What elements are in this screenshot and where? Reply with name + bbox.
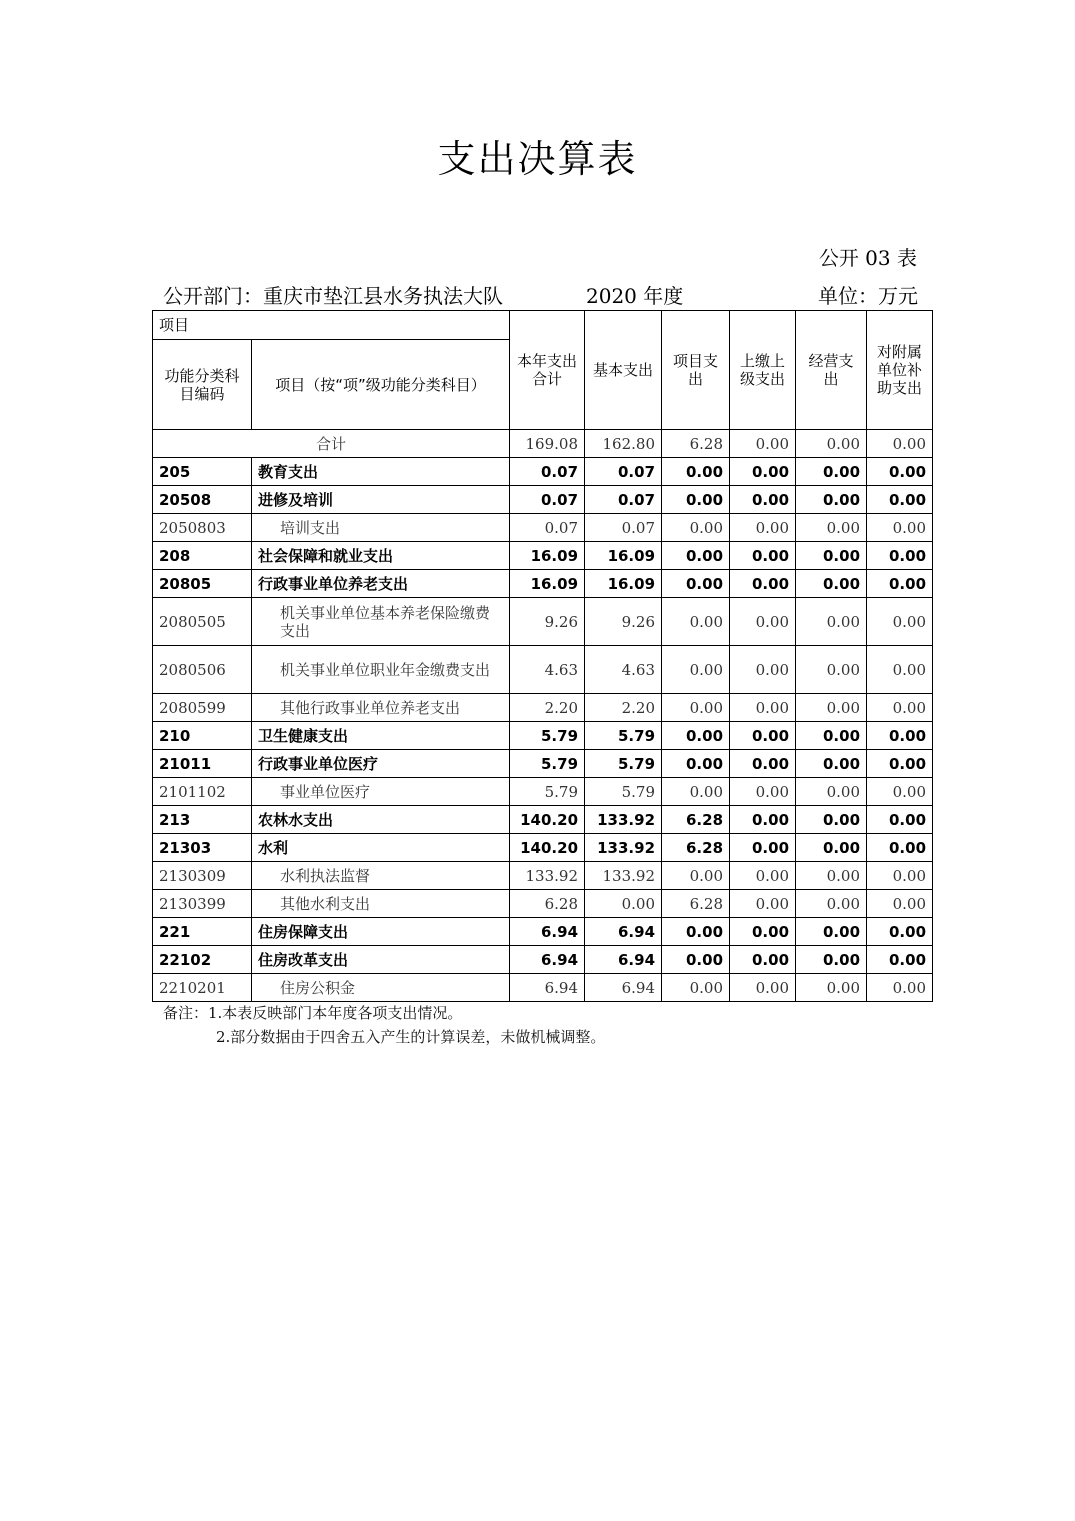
row-name: 教育支出 xyxy=(252,458,510,486)
row-value: 6.28 xyxy=(662,890,730,918)
row-value: 0.00 xyxy=(796,890,867,918)
row-value: 9.26 xyxy=(585,598,662,646)
row-value: 0.00 xyxy=(867,646,933,694)
row-value: 0.07 xyxy=(585,486,662,514)
row-value: 133.92 xyxy=(585,862,662,890)
row-value: 6.94 xyxy=(585,974,662,1002)
row-value: 2.20 xyxy=(585,694,662,722)
row-value: 16.09 xyxy=(585,542,662,570)
total-label: 合计 xyxy=(153,430,510,458)
row-value: 5.79 xyxy=(585,750,662,778)
row-name: 行政事业单位医疗 xyxy=(252,750,510,778)
row-value: 0.00 xyxy=(867,514,933,542)
row-value: 0.00 xyxy=(730,722,796,750)
row-value: 0.00 xyxy=(867,598,933,646)
row-value: 0.00 xyxy=(662,862,730,890)
row-value: 5.79 xyxy=(510,750,585,778)
row-value: 133.92 xyxy=(585,834,662,862)
row-code: 2080599 xyxy=(153,694,252,722)
row-value: 4.63 xyxy=(510,646,585,694)
row-value: 0.00 xyxy=(730,890,796,918)
row-value: 0.00 xyxy=(796,598,867,646)
row-value: 0.00 xyxy=(730,778,796,806)
row-name: 水利 xyxy=(252,834,510,862)
row-value: 133.92 xyxy=(585,806,662,834)
table-row xyxy=(153,542,933,570)
row-name: 行政事业单位养老支出 xyxy=(252,570,510,598)
table-row xyxy=(153,890,933,918)
row-value: 0.00 xyxy=(867,694,933,722)
row-value: 0.00 xyxy=(867,974,933,1002)
row-value: 0.00 xyxy=(662,778,730,806)
row-value: 4.63 xyxy=(585,646,662,694)
row-value: 0.00 xyxy=(730,834,796,862)
row-value: 5.79 xyxy=(585,778,662,806)
row-value: 0.00 xyxy=(662,458,730,486)
footnote: 备注：1.本表反映部门本年度各项支出情况。 xyxy=(163,1004,463,1022)
row-value: 0.00 xyxy=(730,806,796,834)
table-row xyxy=(153,694,933,722)
header-item-name: 项目（按“项”级功能分类科目） xyxy=(252,340,510,430)
row-value: 0.00 xyxy=(867,458,933,486)
table-row xyxy=(153,946,933,974)
row-value: 0.00 xyxy=(662,918,730,946)
row-value: 0.00 xyxy=(730,570,796,598)
table-row xyxy=(153,918,933,946)
row-name: 住房公积金 xyxy=(252,974,510,1002)
row-value: 0.07 xyxy=(510,458,585,486)
row-code: 2101102 xyxy=(153,778,252,806)
header-business: 经营支出 xyxy=(796,311,867,430)
total-row xyxy=(153,430,933,458)
row-value: 0.00 xyxy=(867,778,933,806)
row-value: 9.26 xyxy=(510,598,585,646)
row-value: 0.00 xyxy=(730,946,796,974)
row-value: 140.20 xyxy=(510,834,585,862)
row-value: 0.00 xyxy=(796,514,867,542)
table-row xyxy=(153,598,933,646)
row-value: 0.07 xyxy=(510,486,585,514)
row-value: 0.00 xyxy=(796,834,867,862)
row-value: 0.00 xyxy=(796,486,867,514)
row-value: 0.00 xyxy=(796,974,867,1002)
total-value: 0.00 xyxy=(796,430,867,458)
table-row xyxy=(153,646,933,694)
row-value: 0.00 xyxy=(867,946,933,974)
row-name: 农林水支出 xyxy=(252,806,510,834)
row-value: 0.00 xyxy=(867,890,933,918)
row-value: 6.94 xyxy=(510,946,585,974)
table-row xyxy=(153,458,933,486)
row-code: 20508 xyxy=(153,486,252,514)
row-value: 6.94 xyxy=(510,974,585,1002)
row-value: 0.00 xyxy=(867,834,933,862)
row-value: 2.20 xyxy=(510,694,585,722)
row-value: 6.28 xyxy=(662,834,730,862)
row-value: 0.00 xyxy=(662,646,730,694)
row-value: 0.00 xyxy=(662,570,730,598)
row-value: 0.00 xyxy=(796,778,867,806)
total-value: 169.08 xyxy=(510,430,585,458)
row-value: 16.09 xyxy=(510,570,585,598)
row-value: 0.00 xyxy=(585,890,662,918)
row-code: 2130309 xyxy=(153,862,252,890)
total-value: 0.00 xyxy=(730,430,796,458)
row-value: 0.00 xyxy=(867,750,933,778)
row-name: 社会保障和就业支出 xyxy=(252,542,510,570)
row-value: 6.94 xyxy=(585,918,662,946)
row-code: 221 xyxy=(153,918,252,946)
row-value: 0.00 xyxy=(662,946,730,974)
table-meta xyxy=(163,280,918,308)
row-value: 0.00 xyxy=(796,694,867,722)
row-value: 0.00 xyxy=(796,946,867,974)
row-value: 0.00 xyxy=(662,750,730,778)
row-value: 133.92 xyxy=(510,862,585,890)
total-value: 6.28 xyxy=(662,430,730,458)
row-code: 208 xyxy=(153,542,252,570)
row-value: 0.00 xyxy=(796,542,867,570)
row-value: 0.00 xyxy=(730,750,796,778)
row-name: 机关事业单位职业年金缴费支出 xyxy=(252,646,510,694)
row-value: 0.00 xyxy=(796,570,867,598)
row-value: 0.00 xyxy=(730,542,796,570)
page-title: 支出决算表 xyxy=(437,137,638,181)
row-value: 16.09 xyxy=(585,570,662,598)
row-value: 0.00 xyxy=(867,542,933,570)
row-value: 0.00 xyxy=(730,598,796,646)
table-row xyxy=(153,514,933,542)
header-project: 项目 xyxy=(153,311,510,340)
table-row xyxy=(153,750,933,778)
unit-label: 单位：万元 xyxy=(818,284,918,308)
row-value: 0.00 xyxy=(662,974,730,1002)
row-value: 0.00 xyxy=(730,646,796,694)
row-name: 其他水利支出 xyxy=(252,890,510,918)
table-row xyxy=(153,570,933,598)
row-value: 0.00 xyxy=(796,750,867,778)
row-code: 21303 xyxy=(153,834,252,862)
row-code: 20805 xyxy=(153,570,252,598)
header-total: 本年支出合计 xyxy=(510,311,585,430)
row-value: 0.07 xyxy=(585,514,662,542)
table-row xyxy=(153,486,933,514)
row-code: 210 xyxy=(153,722,252,750)
row-value: 6.94 xyxy=(510,918,585,946)
row-value: 0.00 xyxy=(796,722,867,750)
row-value: 0.00 xyxy=(867,918,933,946)
row-name: 水利执法监督 xyxy=(252,862,510,890)
row-code: 2080506 xyxy=(153,646,252,694)
header-project-expense: 项目支出 xyxy=(662,311,730,430)
row-value: 0.00 xyxy=(730,918,796,946)
row-value: 140.20 xyxy=(510,806,585,834)
row-value: 0.00 xyxy=(867,722,933,750)
row-value: 0.00 xyxy=(730,458,796,486)
row-value: 0.00 xyxy=(662,598,730,646)
row-value: 0.00 xyxy=(796,918,867,946)
row-code: 205 xyxy=(153,458,252,486)
row-name: 培训支出 xyxy=(252,514,510,542)
table-row xyxy=(153,778,933,806)
row-name: 其他行政事业单位养老支出 xyxy=(252,694,510,722)
row-value: 0.00 xyxy=(662,486,730,514)
row-value: 0.00 xyxy=(867,486,933,514)
row-value: 0.00 xyxy=(730,694,796,722)
row-code: 2050803 xyxy=(153,514,252,542)
row-value: 0.00 xyxy=(662,694,730,722)
row-name: 卫生健康支出 xyxy=(252,722,510,750)
row-value: 0.00 xyxy=(730,974,796,1002)
row-name: 机关事业单位基本养老保险缴费支出 xyxy=(252,598,510,646)
table-number: 公开 03 表 xyxy=(818,246,917,270)
row-value: 0.00 xyxy=(867,570,933,598)
row-value: 0.00 xyxy=(796,806,867,834)
row-name: 住房改革支出 xyxy=(252,946,510,974)
table-row xyxy=(153,722,933,750)
table-row xyxy=(153,862,933,890)
expenditure-table xyxy=(152,310,933,1002)
total-value: 162.80 xyxy=(585,430,662,458)
row-value: 6.94 xyxy=(585,946,662,974)
footnote: 2.部分数据由于四舍五入产生的计算误差，未做机械调整。 xyxy=(216,1028,606,1046)
row-code: 21011 xyxy=(153,750,252,778)
row-code: 213 xyxy=(153,806,252,834)
row-value: 0.07 xyxy=(585,458,662,486)
row-name: 住房保障支出 xyxy=(252,918,510,946)
row-value: 0.00 xyxy=(867,806,933,834)
row-value: 0.00 xyxy=(662,542,730,570)
header-upper-payment: 上缴上级支出 xyxy=(730,311,796,430)
row-value: 6.28 xyxy=(510,890,585,918)
row-value: 0.07 xyxy=(510,514,585,542)
row-code: 2080505 xyxy=(153,598,252,646)
year-label: 2020 年度 xyxy=(586,284,684,308)
department-label: 公开部门：重庆市垫江县水务执法大队 xyxy=(163,284,503,308)
row-value: 0.00 xyxy=(796,646,867,694)
row-code: 2130399 xyxy=(153,890,252,918)
header-func-code: 功能分类科目编码 xyxy=(153,340,252,430)
row-value: 0.00 xyxy=(730,486,796,514)
total-value: 0.00 xyxy=(867,430,933,458)
row-value: 0.00 xyxy=(867,862,933,890)
row-value: 0.00 xyxy=(796,862,867,890)
table-row xyxy=(153,974,933,1002)
row-value: 5.79 xyxy=(510,778,585,806)
row-value: 16.09 xyxy=(510,542,585,570)
row-code: 22102 xyxy=(153,946,252,974)
row-value: 0.00 xyxy=(662,722,730,750)
row-value: 5.79 xyxy=(510,722,585,750)
row-name: 进修及培训 xyxy=(252,486,510,514)
table-row xyxy=(153,834,933,862)
header-subsidy: 对附属单位补助支出 xyxy=(867,311,933,430)
row-value: 0.00 xyxy=(730,862,796,890)
row-value: 0.00 xyxy=(796,458,867,486)
row-value: 6.28 xyxy=(662,806,730,834)
row-value: 0.00 xyxy=(730,514,796,542)
row-value: 0.00 xyxy=(662,514,730,542)
table-row xyxy=(153,806,933,834)
row-code: 2210201 xyxy=(153,974,252,1002)
row-value: 5.79 xyxy=(585,722,662,750)
row-name: 事业单位医疗 xyxy=(252,778,510,806)
header-basic: 基本支出 xyxy=(585,311,662,430)
